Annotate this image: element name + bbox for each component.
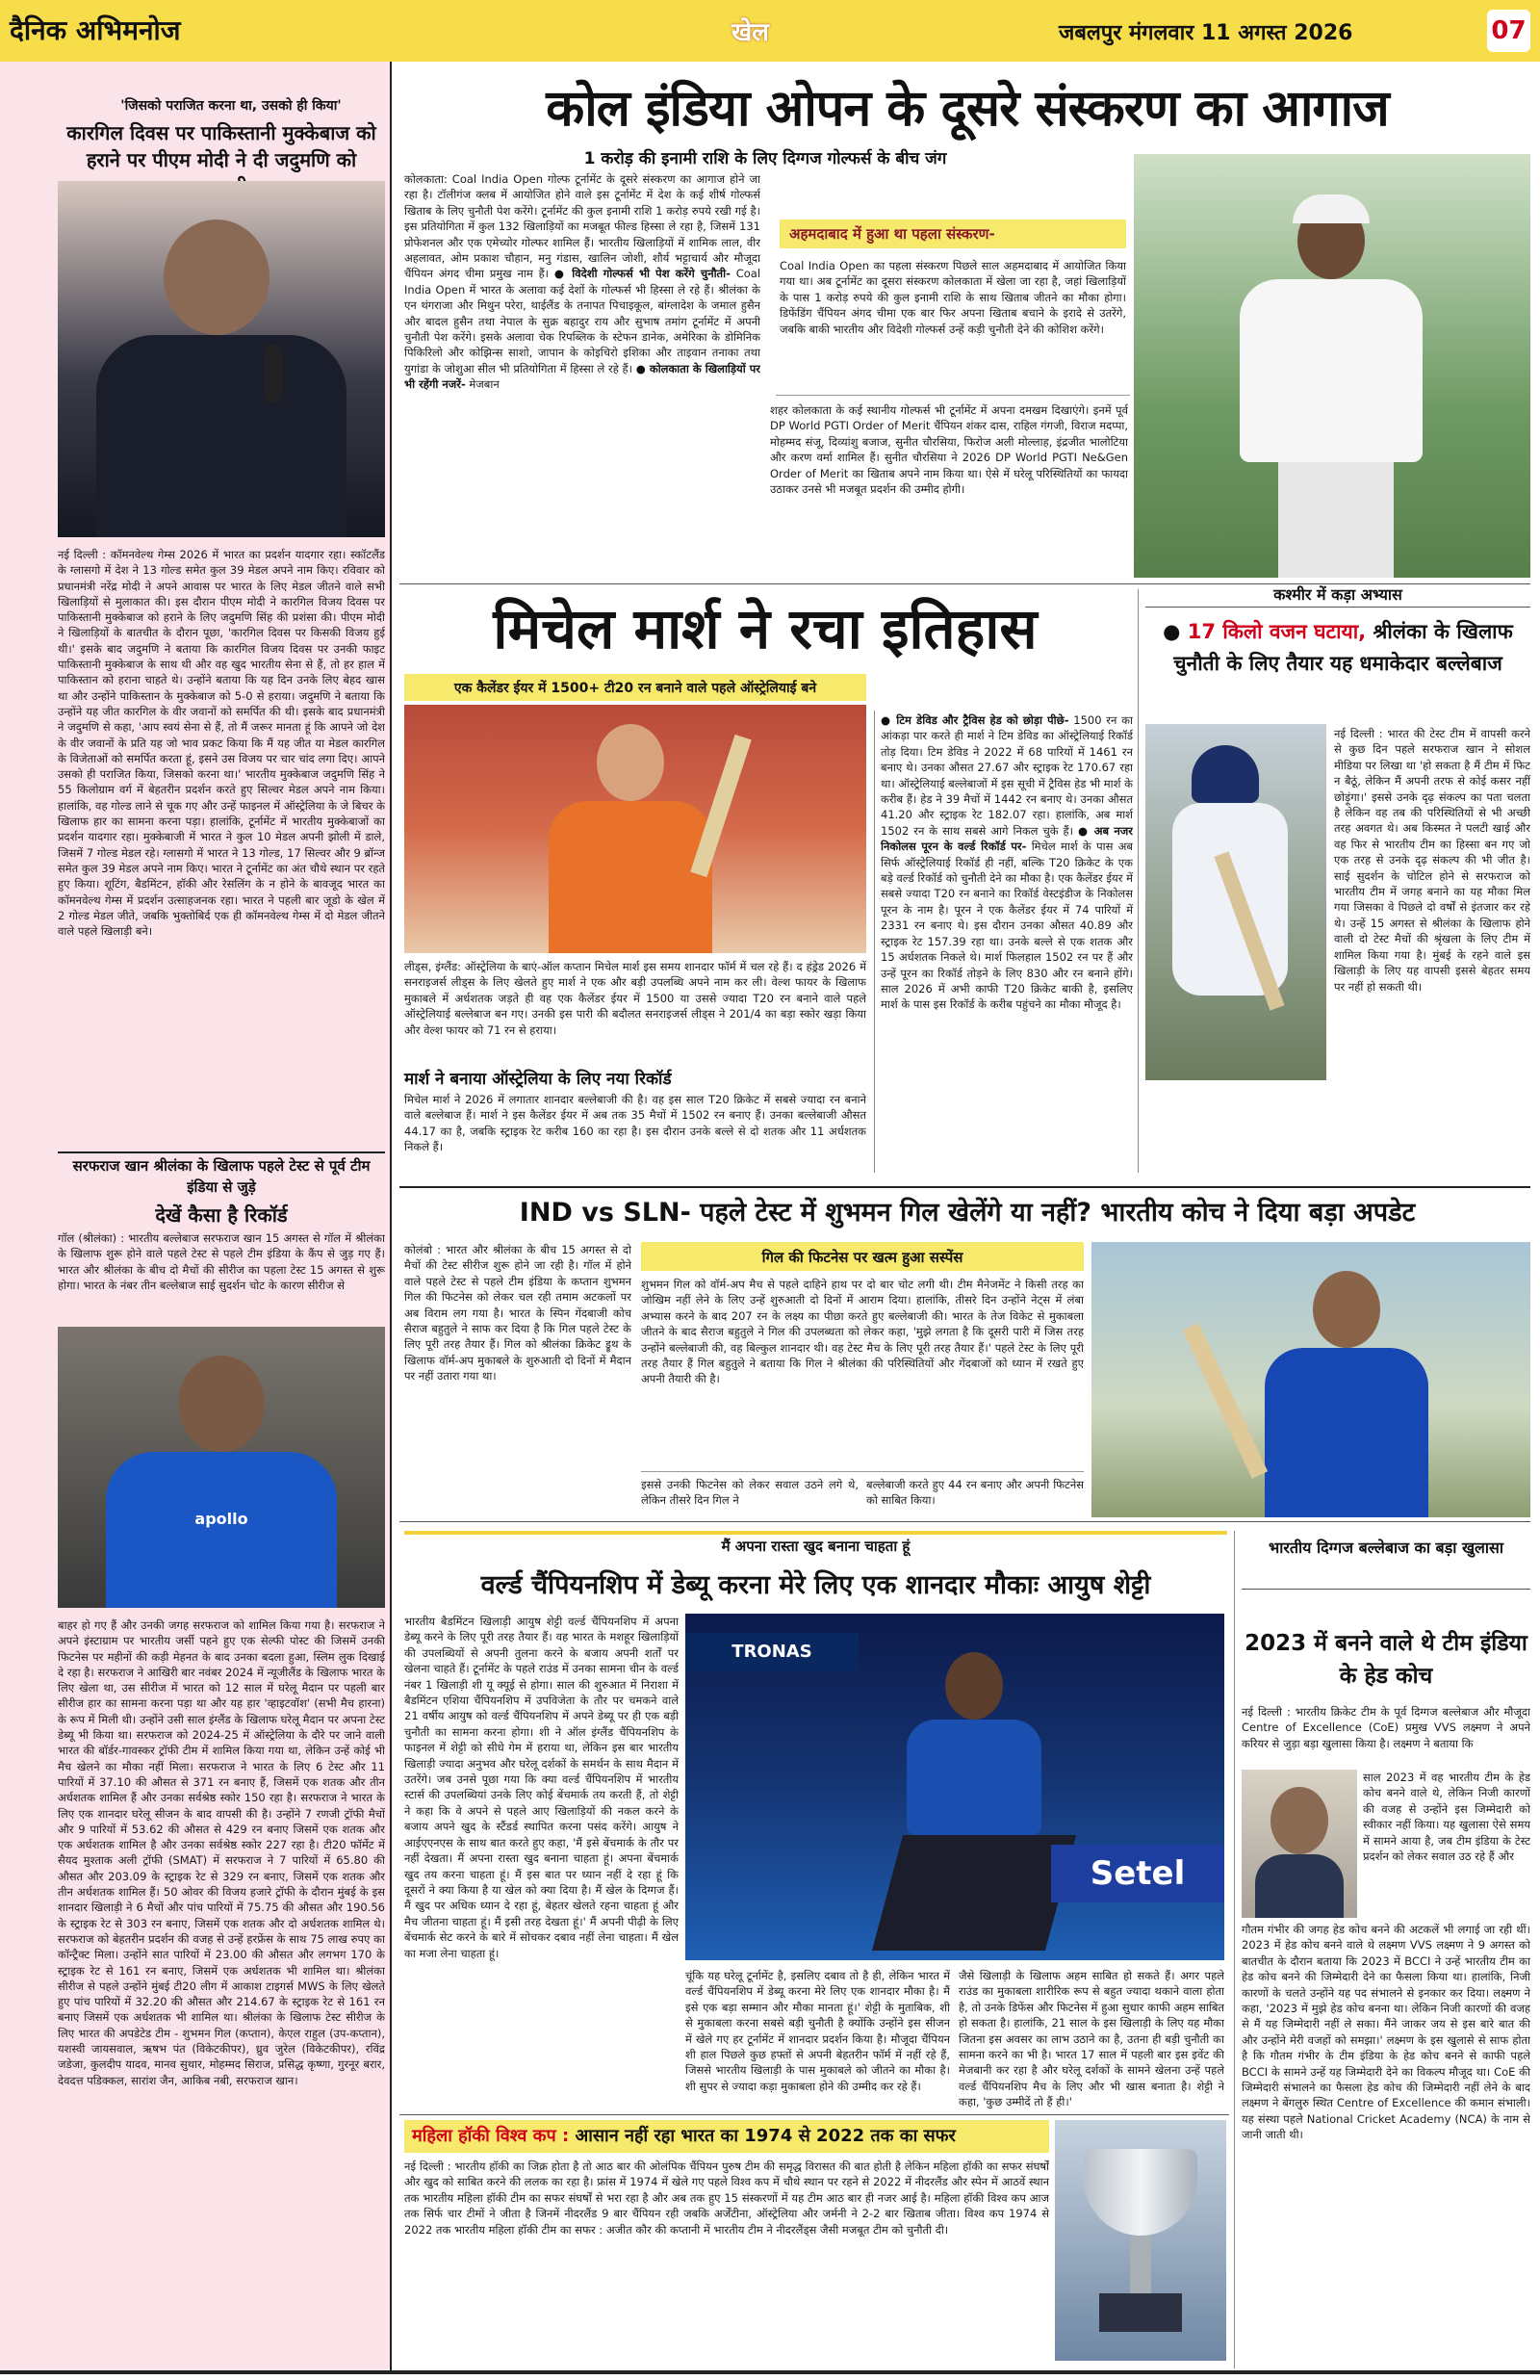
- gill-headline: IND vs SLN- पहले टेस्ट में शुभमन गिल खेलेंगे या नहीं? भारतीय कोच ने दिया बड़ा अपडेट: [519, 1198, 1416, 1228]
- ayush-col1: भारतीय बैडमिंटन खिलाड़ी आयुष शेट्टी वर्ल्ड चैंपियनशिप में अपना डेब्यू करने के लिए पूरी तरह तैयार हैं। वह भारत के मशहूर खिलाड़ियों की उपलब्धियों से अपनी तुलना करने के बजाय अपनी शर्तों पर खेलना चाहते हैं। टूर्नामेंट के पहले राउंड में उनका सामना चीन के वर्ल्ड नंबर 1 खिलाड़ी शी यू क्यूई से होगा। साल की शुरुआत में निराशा में बैडमिंटन एशिया चैंपियनशिप में उपविजेता के तौर पर चमकने वाले 21 वर्षीय आयुष को वर्ल्ड चैंपियनशिप में अपने डेब्यू पर ही एक बड़ी चुनौती का सामना करना होगा। शी ने ऑल इंग्लैंड चैंपियनशिप के फाइनल में शेट्टी को सीधे गेम में हराया था, लेकिन इस बार भारतीय खिलाड़ी ज्यादा अनुभव और घरेलू दर्शकों के समर्थन के साथ मैदान में उतरेंगे। जब उनसे पूछा गया कि क्या वर्ल्ड चैंपियनशिप में भारतीय स्टार्स की उपलब्धियां उनके लिए कोई बेंचमार्क तय करती हैं, तो शेट्टी ने कहा कि वे अपने से पहले आए खिलाड़ियों की नकल करने के बजाय अपने खुद के स्टैंडर्ड स्थापित करना पसंद करेंगे। आयुष ने आईएएनएस के साथ बात करते हुए कहा, 'मैं इसे बेंचमार्क के तौर पर नहीं देखता। मैं अपना रास्ता खुद बनाना चाहता हूं। अपना बेंचमार्क खुद तय करना चाहता हूं। मैं इस बात पर ध्यान नहीं दे रहा हूं कि दूसरों ने क्या किया है या खेल को क्या दिया है। मैं खेल के दिग्गज हैं। मैं खुद पर अधिक ध्यान दे रहा हूं, बेहतर खेलते रहना चाहता हूं और मैच जीतना चाहता हूं। मैं इसी तरह देखता हूं।' मैं अपनी पीढ़ी के लिए बेंचमार्क सेट करने के बारे में सोचकर दबाव नहीं लेना चाहता। मैं खेल का मजा लेना चाहता हूं।: [404, 1615, 679, 1960]
- player-legs: [872, 1835, 1076, 1951]
- trophy-photo: [1055, 2120, 1226, 2361]
- vvs-rule: [1242, 1589, 1530, 1590]
- kashmir-kicker: कश्मीर में कड़ा अभ्यास: [1273, 585, 1402, 604]
- badminton-photo: [685, 1614, 1224, 1960]
- gill-bottom1: इससे उनकी फिटनेस को लेकर सवाल उठने लगे थे, लेकिन तीसरे दिन गिल ने: [641, 1478, 859, 1508]
- coal-col1-subhead2: ● कोलकाता के खिलाड़ियों पर भी रहेंगी नजरें-: [404, 361, 760, 392]
- page-bottom-rule: [0, 2370, 1540, 2374]
- gill-jersey: [1265, 1348, 1428, 1517]
- marsh-side-subhead1: ● टिम डेविड और ट्रैविस हेड को छोड़ा पीछे-: [881, 713, 1069, 727]
- gill-box-rule: [641, 1471, 1084, 1472]
- coal-col1-subhead-text: विदेशी गोल्फर्स भी पेश करेंगे चुनौती-: [572, 267, 731, 281]
- left-kicker: 'जिसको पराजित करना था, उसको ही किया': [120, 98, 342, 114]
- masthead-dateline: जबलपुर मंगलवार 11 अगस्त 2026: [1059, 21, 1353, 45]
- vvs-body-top: नई दिल्ली : भारतीय क्रिकेट टीम के पूर्व दिग्गज बल्लेबाज और मौजूदा Centre of Excellence (CoE) प्रमुख VVS लक्ष्मण ने अपने करियर से जुड़ा बड़ा खुलासा किया है। लक्ष्मण ने बताया कि: [1242, 1705, 1530, 1750]
- coal-col1: [404, 171, 760, 583]
- kashmir-headline-rest: श्रीलंका के खिलाफ चुनौती के लिए तैयार यह धमाकेदार बल्लेबाज: [1173, 620, 1513, 675]
- ayush-col2: चूंकि यह घरेलू टूर्नामेंट है, इसलिए दबाव तो है ही, लेकिन भारत में वर्ल्ड चैंपियनशिप में डेब्यू करना मेरे लिए एक शानदार मौका है। मैं इसे एक बड़ा सम्मान और मौका मानता हूं।' शेट्टी के मुताबिक, शी से मुकाबला करना सबसे बड़ी चुनौती है क्योंकि उन्होंने इस सीजन में खेले गए हर टूर्नामेंट में शानदार प्रदर्शन किया है। मौजूदा चैंपियन शी हाल पिछले कुछ हफ्तों से अपनी बेहतरीन फॉर्म में नहीं रहे हैं, जिससे भारतीय खिलाड़ी के पास मुकाबले को जीतने का मौका है। शी सुपर से ज्यादा कड़ा मुकाबला होने की उम्मीद कर रहे हैं।: [685, 1969, 950, 2093]
- masthead-logo: दैनिक अभिमनोज: [10, 14, 181, 46]
- coal-col1-subhead2-text: कोलकाता के खिलाड़ियों पर भी रहेंगी नजरें-: [404, 361, 760, 392]
- marsh-subhead: एक कैलेंडर ईयर में 1500+ टी20 रन बनाने वाले पहले ऑस्ट्रेलियाई बने: [453, 681, 817, 696]
- hockey-label: महिला हॉकी विश्व कप :: [412, 2126, 570, 2146]
- marsh-subhead2: मार्श ने बनाया ऑस्ट्रेलिया के लिए नया रिकॉर्ड: [404, 1070, 672, 1089]
- vvs-headline: 2023 में बनने वाले थे टीम इंडिया के हेड कोच: [1245, 1631, 1527, 1689]
- vvs-divider: [1234, 1531, 1235, 2368]
- boxer-suit: [96, 335, 346, 537]
- marsh-side-text1: 1500 रन का आंकड़ा पार करते ही मार्श ने टिम डेविड का ऑस्ट्रेलियाई रिकॉर्ड तोड़ दिया। टिम डेविड ने 2022 में 68 पारियों में 1461 रन बनाए थे। उनका औसत 27.67 और स्ट्राइक रेट 170.67 रहा था। ऑस्ट्रेलियाई बल्लेबाजों में इस सूची में ट्रैविस हेड भी मार्श के करीब हैं। हेड ने 39 मैचों में 1442 रन बनाए थे। उनका औसत 41.20 और स्ट्राइक रेट 182.07 रहा। हालांकि, अब मार्श 1502 रन के साथ सबसे आगे निकल चुके हैं।: [881, 713, 1133, 838]
- sarfaraz-subheadline: देखें कैसा है रिकॉर्ड: [155, 1203, 288, 1227]
- gill-top-rule: [399, 1186, 1530, 1188]
- hockey-headline-text: आसान नहीं रहा भारत का 1974 से 2022 तक का सफर: [575, 2126, 956, 2146]
- marsh-photo: [404, 705, 866, 953]
- hockey-body: नई दिल्ली : भारतीय हॉकी का जिक्र होता है तो आठ बार की ओलंपिक चैंपियन पुरुष टीम की समृद्ध विरासत की बात होती है लेकिन महिला हॉकी का सफर संघर्षों और खुद को साबित करने की ललक का रहा है। फ्रांस में 1974 में खेले गए पहले विश्व कप में चौथे स्थान पर रहने से 2022 में नीदरलैंड और स्पेन में आठवें स्थान तक भारतीय महिला हॉकी टीम का सफर संघर्षों से भरा रहा है और अब तक हुए 15 संस्करणों में यह टीम आठ बार ही नजर आई है। महिला हॉकी विश्व कप आज तक सिर्फ चार टीमों ने जीता है जिनमें नीदरलैंड 9 बार चैंपियन रही जबकि अर्जेंटीना, ऑस्ट्रेलिया और जर्मनी ने 2-2 बार खिताब जीता। विश्व कप 1974 से 2022 तक भारतीय महिला हॉकी टीम का सफर : अजीत कौर की कप्तानी में भारतीय टीम ने नीदरलैंड्स जैसी मजबूत टीम को चुनौती दी।: [404, 2160, 1049, 2237]
- marsh-body2: मिचेल मार्श ने 2026 में लगातार शानदार बल्लेबाजी की है। वह इस साल T20 क्रिकेट में सबसे ज्यादा रन बनाने वाले बल्लेबाज हैं। मार्श ने इस कैलेंडर ईयर में अब तक 35 मैचों में 1502 रन बनाए हैं। उनका बल्लेबाजी औसत 44.17 का है, जबकि स्ट्राइक रेट करीब 160 का रहा है। इस दौरान उनके बल्ले से दो शतक और 11 अर्धशतक निकले हैं।: [404, 1093, 866, 1154]
- batter-helmet: [1192, 745, 1259, 803]
- marsh-side-text2: मिचेल मार्श के पास अब सिर्फ ऑस्ट्रेलियाई रिकॉर्ड ही नहीं, बल्कि T20 क्रिकेट के एक बड़े वर्ल्ड रिकॉर्ड को चुनौती देने का मौका है। एक कैलेंडर ईयर में सबसे ज्यादा T20 रन बनाने का रिकॉर्ड वेस्टइंडीज के निकोलस पूरन के नाम है। पूरन ने एक कैलेंडर ईयर में 74 पारियों में 2331 रन बनाए थे। इस दौरान उनका औसत 40.89 और स्ट्राइक रेट 157.39 रहा था। उनके बल्ले से एक शतक और 15 अर्धशतक निकले थे। मार्श फिलहाल 1502 रन पर हैं और उन्हें पूरन का रिकॉर्ड तोड़ने के लिए 830 और रन बनाने होंगे। साल 2026 में अभी काफी T20 क्रिकेट बाकी है, इसलिए मार्श के पास इस रिकॉर्ड के करीब पहुंचने का मौका मौजूद है।: [881, 840, 1133, 1012]
- golfer-photo: [1134, 154, 1530, 578]
- gill-photo: [1091, 1242, 1530, 1517]
- left-column-divider: [390, 62, 392, 2372]
- kashmir-body: नई दिल्ली : भारत की टेस्ट टीम में वापसी करने से कुछ दिन पहले सरफराज खान ने सोशल मीडिया पर लिखा था 'हो सकता है मैं टीम में फिट न बैठूं, लेकिन मैं अपनी तरफ से कोई कसर नहीं छोड़ूंगा।' इससे उनके दृढ़ संकल्प का पता चलता है लेकिन वह तब की परिस्थितियों से भी अच्छी तरह अवगत थे। अब किस्मत ने पलटी खाई और वह फिर से भारतीय टीम का हिस्सा बन गए जो एक तरह से उनके दृढ़ संकल्प की भी जीत है। साई सुदर्शन के चोटिल होने से सरफराज को भारतीय टीम में जगह बनाने का यह मौका मिल गया जिसका वे पिछले दो वर्षों से इंतजार कर रहे थे। उन्हें 15 अगस्त से श्रीलंका के खिलाफ होने वाली दो टेस्ट मैचों की श्रृंखला के लिए टीम में शामिल किया गया है। मुंबई के रहने वाले इस खिलाड़ी के लिए यह वापसी इससे बेहतर समय पर नहीं हो सकती थी।: [1334, 727, 1530, 994]
- marsh-head: [597, 724, 664, 801]
- gill-bottom2: बल्लेबाजी करते हुए 44 रन बनाए और अपनी फिटनेस को साबित किया।: [866, 1478, 1084, 1508]
- kashmir-photo: [1145, 724, 1326, 1080]
- marsh-side-divider: [874, 711, 875, 1173]
- sarfaraz-body-top: गॉल (श्रीलंका) : भारतीय बल्लेबाज सरफराज खान 15 अगस्त से गॉल में श्रीलंका के खिलाफ शुरू होने वाले पहले टेस्ट से पहले टीम इंडिया के कैंप से जुड़ गए हैं। भारत और श्रीलंका के बीच दो मैचों की सीरीज का पहला टेस्ट 15 अगस्त से शुरू होगा। भारत के नंबर तीन बल्लेबाज साई सुदर्शन चोट के कारण सीरीज से: [58, 1231, 385, 1292]
- coal-box-title: अहमदाबाद में हुआ था पहला संस्करण-: [789, 225, 995, 243]
- ayush-col3: जैसे खिलाड़ी के खिलाफ अहम साबित हो सकते हैं। अगर पहले राउंड का मुकाबला शारीरिक रूप से बहुत ज्यादा थकाने वाला होता है, तो उनके डिफेंस और फिटनेस में हुआ सुधार काफी अहम साबित हो सकता है। हालांकि, 21 साल के इस खिलाड़ी के लिए यह मौका जितना इस अवसर का लाभ उठाने का है, उतना ही बड़ी चुनौती का सामना करने का भी है। भारत 17 साल में पहली बार इस इवेंट की मेजबानी कर रहा है और घरेलू दर्शकों के सामने खेलना उन्हें पहले वर्ल्ड चैंपियनशिप मैच के लिए और भी खास बनाता है। शेट्टी ने कहा, 'कुछ उम्मीदें तो हैं ही।': [959, 1969, 1224, 2109]
- coal-india-subhead: 1 करोड़ की इनामी राशि के लिए दिग्गज गोल्फर्स के बीच जंग: [583, 149, 947, 168]
- trophy-bowl: [1084, 2149, 1197, 2236]
- page-number: 07: [1487, 10, 1530, 52]
- coal-box-body: Coal India Open का पहला संस्करण पिछले साल अहमदाबाद में आयोजित किया गया था। अब टूर्नामेंट का दूसरा संस्करण कोलकाता में खेला जा रहा है, जहां खिलाड़ियों के पास 1 करोड़ रुपये की कुल इनामी राशि के साथ खिताब जीतने का मौका होगा। डिफेंडिंग चैंपियन अंगद चीमा एक बार फिर अपना खिताब बचाने के इरादे से उतरेंगे, जबकि बाकी भारतीय और विदेशी गोल्फर्स उन्हें कड़ी चुनौती देने की कोशिश करेंगे।: [780, 259, 1126, 336]
- microphone: [265, 345, 282, 402]
- gill-box-body: शुभमन गिल को वॉर्म-अप मैच से पहले दाहिने हाथ पर दो बार चोट लगी थी। टीम मैनेजमेंट ने किसी तरह का जोखिम नहीं लेने के लिए उन्हें शुरुआती दो दिनों में आराम दिया। हालांकि, तीसरे दिन उन्होंने नेट्स में लंबा अभ्यास करने के बाद 207 रन के लक्ष्य का पीछा करते हुए बल्लेबाजी की। भारत के तेज विकेट से मुकाबला जीतने के बाद सैराज बहुतुले ने गिल की उपलब्धता को लेकर कहा, 'मुझे लगता है कि दूसरी पारी में जिस तरह उन्होंने बल्लेबाजी की, वह बिल्कुल शानदार थी। वह टेस्ट मैच के लिए पूरी तरह तैयार हैं।' पहले टेस्ट के लिए पूरी तरह तैयार हैं गिल बहुतुले ने बताया कि गिल ने श्रीलंका की परिस्थितियों और गेंदबाजों को ध्यान में रखते हुए अपनी तैयारी की है।: [641, 1278, 1084, 1386]
- kashmir-headline-red: 17 किलो वजन घटाया,: [1187, 620, 1367, 643]
- hockey-headline: [412, 2125, 1047, 2148]
- ayush-kicker: मैं अपना रास्ता खुद बनाना चाहता हूं: [721, 1538, 911, 1555]
- kashmir-left-rule: [1138, 589, 1139, 1173]
- golfer-trousers: [1278, 462, 1394, 578]
- sarfaraz-rule: [58, 1151, 385, 1153]
- kashmir-headline: ● 17 किलो वजन घटाया, श्रीलंका के खिलाफ चुनौती के लिए तैयार यह धमाकेदार बल्लेबाज: [1163, 620, 1513, 675]
- marsh-body: लीड्स, इंग्लैंड: ऑस्ट्रेलिया के बाएं-ऑल कप्तान मिचेल मार्श इस समय शानदार फॉर्म में चल रहे हैं। द हंड्रेड 2026 में सनराइजर्स लीड्स के लिए खेलते हुए मार्श ने एक और बड़ी उपलब्धि अपने नाम कर ली। वेल्श फायर के खिलाफ मुकाबले में अर्धशतक जड़ते ही वह एक कैलेंडर ईयर में 1500 या उससे ज्यादा T20 रन बनाने वाले पहले ऑस्ट्रेलियाई बल्लेबाज बन गए। उनकी इस पारी की बदौलत सनराइजर्स लीड्स ने 201/4 का बड़ा स्कोर खड़ा किया और वेल्श फायर को 71 रन से हराया।: [404, 960, 866, 1037]
- gill-bat: [1183, 1323, 1268, 1479]
- gill-head: [1313, 1271, 1380, 1348]
- sarfaraz-photo: [58, 1327, 385, 1608]
- marsh-jersey: [549, 801, 712, 953]
- sarfaraz-body-bottom: बाहर हो गए हैं और उनकी जगह सरफराज को शामिल किया गया है। सरफराज ने अपने इंस्टाग्राम पर भारतीय जर्सी पहने हुए एक सेल्फी पोस्ट की जिसमें उनकी फिटनेस पर महीनों की कड़ी मेहनत के बाद उनका बदला हुआ, स्लिम लुक दिखाई दे रहा है। सरफराज ने आखिरी बार नवंबर 2024 में न्यूजीलैंड के खिलाफ भारत के लिए खेला था, उस सीरीज में भारत को 12 साल में घरेलू मैदान पर पहली बार सीरीज हार का सामना करना पड़ा था और यह हार 'व्हाइटवॉश' (सभी मैच हारना) के रूप में मिली थी। उन्होंने उसी साल इंग्लैंड के खिलाफ घरेलू मैदान पर अपना टेस्ट डेब्यू भी किया था। सरफराज को 2024-25 में ऑस्ट्रेलिया के दौरे पर जाने वाली भारत की बॉर्डर-गावस्कर ट्रॉफी टीम में शामिल किया गया था, लेकिन उन्हें कोई भी मैच खेलने का मौका नहीं मिला। सरफराज ने भारत के लिए 6 टेस्ट और 11 पारियों में 37.10 की औसत से 371 रन बनाए हैं, जिसमें एक शतक और तीन अर्धशतक शामिल हैं और उनका सर्वश्रेष्ठ स्कोर 150 रहा है। सरफराज ने भारत के लिए एक शानदार घरेलू सीजन के बाद वापसी की है। उन्होंने 7 रणजी ट्रॉफी मैचों और 9 पारियों में 53.62 की औसत से 429 रन बनाए जिसमें एक शतक और एक अर्धशतक शामिल है और उनका सर्वश्रेष्ठ स्कोर 227 रहा है। टी20 फॉर्मेट में सैयद मुश्ताक अली ट्रॉफी (SMAT) में सरफराज ने 7 पारियों में 65.80 की औसत और 203.09 के स्ट्राइक रेट से 329 रन बनाए, जिसमें एक शतक और तीन अर्धशतक शामिल हैं। 50 ओवर की विजय हजारे ट्रॉफी के दौरान मुंबई के इस शानदार खिलाड़ी ने 6 मैचों और पांच पारियों में 75.75 की औसत और 190.56 के स्ट्राइक रेट से 303 रन बनाए, जिसमें एक शतक और दो अर्धशतक शामिल थे। सरफराज को बेहतरीन प्रदर्शन की वजह से उन्हें हरफ्रेंस के साथ 75 लाख रुपए का कॉन्ट्रैक्ट मिला। उन्होंने सात पारियों में 23.00 की औसत और लगभग 170 के स्ट्राइक रेट से 161 रन बनाए, जिसमें एक अर्धशतक भी शामिल था। श्रीलंका सीरीज से पहले उन्होंने मुंबई टी20 लीग में आकाश टाइगर्स MWS के लिए खेलते हुए पांच पारियों में 32.20 की औसत और 214.67 के स्ट्राइक रेट से 161 रन बनाए जिसमें एक अर्धशतक भी शामिल था। श्रीलंका के खिलाफ टेस्ट सीरीज के लिए भारत की अपडेटेड टीम - शुभमन गिल (कप्तान), केएल राहुल (उप-कप्तान), यशस्वी जायसवाल, ऋषभ पंत (विकेटकीपर), ध्रुव जुरेल (विकेटकीपर), रविंद्र जडेजा, कुलदीप यादव, मानव सुथार, मोहम्मद सिराज, प्रसिद्ध कृष्णा, गुरनूर बरार, देवदत्त पडिक्कल, सारांश जैन, आकिब नबी, सरफराज खान।: [58, 1618, 385, 2087]
- boxer-photo: [58, 181, 385, 537]
- marsh-bat: [690, 735, 751, 877]
- golfer-shirt: [1240, 279, 1423, 462]
- coal-col2: शहर कोलकाता के कई स्थानीय गोल्फर्स भी टूर्नामेंट में अपना दमखम दिखाएंगे। इनमें पूर्व DP World PGTI Order of Merit चैंपियन शंकर दास, राहिल गंगजी, विराज मदप्पा, मोहम्मद संजू, दिव्यांशु बजाज, सुनीत चौरसिया, फिरोज अली मोल्लाह, इंद्रजीत भालोटिया और करण वर्मा शामिल हैं। सुनीत चौरसिया ने 2026 DP World PGTI Ne&Gen Order of Merit का खिताब अपने नाम किया था। ऐसे में घरेलू परिस्थितियों का फायदा उठाकर उनसे भी मजबूत प्रदर्शन की उम्मीद होगी।: [770, 403, 1128, 497]
- sarfaraz-head: [178, 1356, 265, 1452]
- masthead: [0, 0, 1540, 62]
- vvs-photo: [1242, 1770, 1357, 1918]
- coal-india-headline: कोल इंडिया ओपन के दूसरे संस्करण का आगाज: [546, 80, 1389, 138]
- sarfaraz-headline: सरफराज खान श्रीलंका के खिलाफ पहले टेस्ट से पूर्व टीम इंडिया से जुड़े: [72, 1157, 371, 1196]
- vvs-body-side: साल 2023 में वह भारतीय टीम के हेड कोच बनने वाले थे, लेकिन निजी कारणों की वजह से उन्होंने इस जिम्मेदारी को स्वीकार नहीं किया। यह खुलासा ऐसे समय में सामने आया है, जब टीम इंडिया के टेस्ट प्रदर्शन को लेकर सवाल उठ रहे हैं और: [1363, 1771, 1530, 1864]
- ayush-headline: वर्ल्ड चैंपियनशिप में डेब्यू करना मेरे लिए एक शानदार मौकाः आयुष शेट्टी: [480, 1570, 1151, 1600]
- coal-col1b-text: Coal India Open में भारत के अलावा कई देशों के गोल्फर्स भी हिस्सा ले रहे हैं। श्रीलंका के एन थंगराजा और मिथुन परेरा, थाईलैंड के तनापत पिचाइकूल, बांग्लादेश के जमाल हुसैन और बादल हुसैन तथा नेपाल के सुक्र बहादुर राय और सुभाष तमांग टूर्नामेंट में अपनी चुनौती पेश करेंगे। इसके अलावा चेक रिपब्लिक के स्टेफन डानेक, अमेरिका के डोमिनिक पिकिरिलो और कोझिन्स साशो, जापान के कोइचिरो इशिका और ताइवान तनाका तथा युगांडा के जोशुआ सील भी प्रतियोगिता में हिस्सा ले रहे हैं।: [404, 267, 760, 375]
- gill-box-title: गिल की फिटनेस पर खत्म हुआ सस्पेंस: [761, 1249, 963, 1266]
- jersey-sponsor: apollo: [194, 1510, 248, 1528]
- vvs-kicker: भारतीय दिग्गज बल्लेबाज का बड़ा खुलासा: [1268, 1539, 1503, 1557]
- kashmir-rule: [1145, 607, 1530, 608]
- vvs-shirt: [1255, 1854, 1344, 1918]
- marsh-side-subhead2-text: अब नजर निकोलस पूरन के वर्ल्ड रिकॉर्ड पर-: [881, 823, 1133, 854]
- hockey-top-rule: [399, 2114, 1229, 2115]
- open-banner: TRONAS: [685, 1633, 859, 1671]
- left-story-body: नई दिल्ली : कॉमनवेल्थ गेम्स 2026 में भारत का प्रदर्शन यादगार रहा। स्कॉटलैंड के ग्लासगो में देश ने 13 गोल्ड समेत कुल 39 मेडल अपने नाम किए। रविवार को प्रधानमंत्री नरेंद्र मोदी ने अपने आवास पर भारत के लिए मेडल जीतने वाले सभी खिलाड़ियों से मुलाकात की। इस दौरान पीएम मोदी ने कारगिल विजय दिवस पर पाकिस्तानी मुक्केबाज को हराने के लिए जदुमणि सिंह की प्रशंसा की। पीएम मोदी ने खिलाड़ियों के बातचीत के दौरान पूछा, 'कारगिल दिवस पर किसकी विजय हुई थी।' इसके बाद जदुमणि ने बताया कि कारगिल विजय दिवस पर उनकी फाइट पाकिस्तानी मुक्केबाज के साथ थी और वह खुद भारतीय सेना से हैं, तो हर हाल में पाकिस्तान को हराना चाहते थे। उन्होंने बताया कि यह दिन उनके लिए बेहद खास था और उन्होंने पाकिस्तान के मुक्केबाज को 5-0 से हराया। जदुमणि ने बताया कि उन्होंने यह जीत कारगिल के वीर जवानों को समर्पित की थी। इसके बाद प्रधानमंत्री ने जदुमणि से कहा, 'आप स्वयं सेना से हैं, तो मैं जरूर मानता हूं कि आपने जो देश के वीर जवानों के प्रति यह जो भाव प्रकट किया कि मैं यह जीत या मेडल कारगिल के विजेताओं को समर्पित करता हूं, इसने उस विजय पर चार चांद लगा दिए। आपने उसको ही पराजित किया, जिसको करना था।' भारतीय मुक्केबाज जदुमणि सिंह ने 55 किलोग्राम वर्ग में बेहतरीन प्रदर्शन करते हुए सिल्वर मेडल अपने नाम किया। हालांकि, वह गोल्ड लाने से चूक गए और उन्हें फाइनल में ऑस्ट्रेलिया के जे बिचर के खिलाफ हार का सामना करना पड़ा। हालांकि, टूर्नामेंट में भारतीय मुक्केबाजों का प्रदर्शन यादगार रहा। मुक्केबाजी में भारत ने कुल 10 मेडल अपनी झोली में डाले, जिसमें 7 गोल्ड मेडल रहे। ग्लासगो में भारत ने 13 गोल्ड, 17 सिल्वर और 9 ब्रॉन्ज समेत कुल 39 मेडल अपने नाम किए। भारत ने टूर्नामेंट का अंत चौथे स्थान पर रहते हुए किया। शूटिंग, बैडमिंटन, हॉकी और रेसलिंग के न होने के बावजूद भारत का कॉमनवेल्थ गेम्स में प्रदर्शन उत्साहजनक रहा। भारत ने पहली बार जूडो के खेल में 2 गोल्ड मेडल जीते, जबकि भुक्तोबिर्द एक ही कॉमनवेल्थ गेम्स में दो मेडल जीतने वाले पहले खिलाड़ी बने।: [58, 548, 385, 939]
- sponsor-board: Setel: [1051, 1845, 1224, 1902]
- sarfaraz-jersey: [106, 1452, 337, 1608]
- left-headline: कारगिल दिवस पर पाकिस्तानी मुक्केबाज को हराने पर पीएम मोदी ने दी जदुमणि को: [66, 121, 376, 171]
- player-head: [945, 1652, 1003, 1720]
- ayush-top-rule: [399, 1521, 1530, 1522]
- boxer-figure: [164, 220, 270, 335]
- coal-col1-text: कोलकाता: Coal India Open गोल्फ टूर्नामेंट के दूसरे संस्करण का आगाज होने जा रहा है। टॉलीगंज क्लब में आयोजित होने वाले इस टूर्नामेंट में देश के कई शीर्ष गोल्फर्स खिताब के लिए चुनौती पेश करेंगे। टूर्नामेंट की कुल इनामी राशि 1 करोड़ रुपये रखी गई है। इस प्रतियोगिता में कुल 132 खिलाड़ियों का मजबूत फील्ड हिस्सा ले रहा है, जिसमें 131 प्रोफेशनल और एक एमेच्योर गोल्फर शामिल हैं। भारतीय खिलाड़ियों में शामिक लाल, वीर अहलावत, ओम प्रकाश चौहान, मनु गंडास, खालिन जोशी, शौर्य भट्टाचार्य और मौजूदा चैंपियन अंगद चीमा प्रमुख नाम हैं।: [404, 172, 760, 281]
- marsh-headline: मिचेल मार्श ने रचा इतिहास: [493, 596, 1038, 661]
- vvs-head: [1270, 1787, 1328, 1854]
- trophy-stem: [1130, 2236, 1151, 2293]
- trophy-base: [1099, 2293, 1182, 2332]
- coal-box-border: [776, 395, 1130, 396]
- masthead-section: खेल: [732, 18, 769, 47]
- marsh-side: [881, 712, 1133, 1173]
- vvs-body-bottom: गौतम गंभीर की जगह हेड कोच बनने की अटकलें भी लगाई जा रही थीं। 2023 में हेड कोच बनने वाले थे लक्ष्मण VVS लक्ष्मण ने 9 अगस्त को बातचीत के दौरान बताया कि 2023 में BCCI ने उन्हें भारतीय टीम का हेड कोच बनने की जिम्मेदारी देने का फैसला किया था। हालांकि, निजी कारणों के चलते उन्होंने यह पद संभालने से इनकार कर दिया। लक्ष्मण ने कहा, '2023 में मुझे हेड कोच बनना था। लेकिन निजी कारणों की वजह से मैं यह जिम्मेदारी नहीं ले सका। मैंने जाकर जय से इस बारे बात की और उन्होंने मेरी वजहों को समझा।' लक्ष्मण के इस खुलासे से साफ होता है कि गौतम गंभीर के टीम इंडिया के हेड कोच बनने से काफी पहले BCCI के सामने उन्हें यह जिम्मेदारी देने का विकल्प मौजूद था। CoE की जिम्मेदारी संभालने का फैसला हेड कोच की जिम्मेदारी नहीं लेने के बाद लक्ष्मण ने बेंगलुरु स्थित Centre of Excellence की कमान संभाली। यह संस्था पहले National Cricket Academy (NCA) के नाम से जानी जाती थी।: [1242, 1923, 1530, 2142]
- marsh-side-subhead2: ● अब नजर निकोलस पूरन के वर्ल्ड रिकॉर्ड पर-: [881, 823, 1133, 854]
- coal-col1c-text: मेजबान: [469, 377, 500, 392]
- player-shirt: [907, 1720, 1041, 1835]
- golfer-cap: [1293, 194, 1370, 223]
- marsh-side-subhead1-text: टिम डेविड और ट्रैविस हेड को छोड़ा पीछे-: [896, 713, 1069, 727]
- gill-col1: कोलंबो : भारत और श्रीलंका के बीच 15 अगस्त से दो मैचों की टेस्ट सीरीज शुरू होने जा रही है। गॉल में होने वाले पहले टेस्ट से पहले टीम इंडिया के कप्तान शुभमन गिल की फिटनेस को लेकर चल रही तमाम अटकलों पर अब विराम लग गया है। भारत के स्पिन गेंदबाजी कोच सैराज बहुतुले ने साफ कर दिया है कि गिल पहले टेस्ट के लिए पूरी तरह तैयार हैं। गिल को श्रीलंका क्रिकेट ड्रूथ के खिलाफ वॉर्म-अप मुकाबले के शुरुआती दो दिनों में मैदान पर नहीं उतारा गया था।: [404, 1243, 631, 1384]
- coal-col1-subhead: ● विदेशी गोल्फर्स भी पेश करेंगे चुनौती-: [553, 267, 731, 281]
